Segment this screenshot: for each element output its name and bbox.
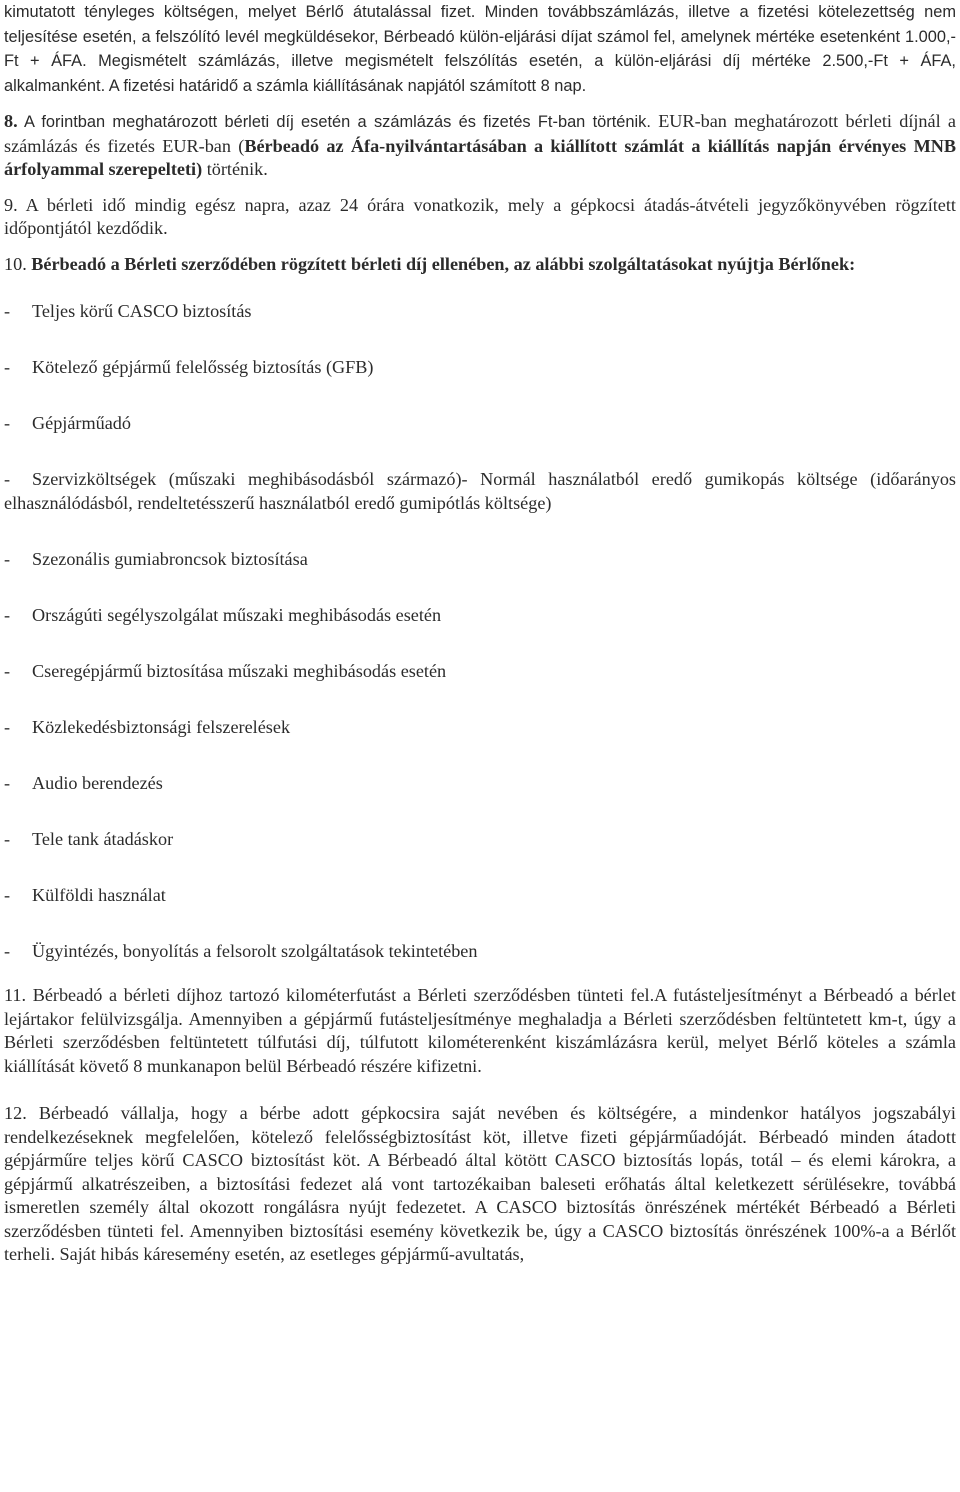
paragraph-9: 9. A bérleti idő mindig egész napra, azaz 24 órára vonatkozik, mely a gépkocsi átadás-átvételi jegyzőkönyvében rögzített időpontjától kezdődik. — [4, 194, 956, 238]
list-item — [4, 548, 956, 604]
list-item-text: Külföldi használat — [32, 885, 166, 905]
paragraph-7-continuation — [4, 0, 956, 98]
dash-bullet: - — [4, 773, 11, 793]
dash-bullet: - — [4, 661, 11, 681]
list-item — [4, 300, 956, 356]
paragraph-10-bold: Bérbeadó a Bérleti szerződében rögzített bérleti díj ellenében, az alábbi szolgáltatásokat nyújtja Bérlőnek: — [26, 253, 856, 274]
list-item-text: Tele tank átadáskor — [32, 829, 174, 849]
paragraph-7-text-b: Megismételt számlázás, illetve megismételt felszólítás esetén, a külön-eljárási díj mértéke 2.500,-Ft + ÁFA, alkalmanként. A fizetési határidő a számla kiállításának napjától számított 8 nap. — [4, 52, 956, 95]
services-list — [4, 300, 956, 984]
list-item — [4, 940, 956, 984]
dash-bullet: - — [4, 413, 11, 433]
list-item — [4, 828, 956, 884]
paragraph-8 — [4, 110, 956, 182]
list-item-text: Közlekedésbiztonsági felszerelések — [32, 717, 291, 737]
paragraph-8-text-c: történik. — [202, 159, 268, 179]
list-item-text: Audio berendezés — [32, 773, 163, 793]
list-item-text: Kötelező gépjármű felelősség biztosítás (GFB) — [32, 357, 374, 377]
list-item-text: Szervizköltségek (műszaki meghibásodásból származó)- Normál használatból eredő gumikopás költsége (időarányos elhasználódásból, rendeltetésszerű használatból eredő gumipótlás költsége) — [4, 469, 956, 513]
list-item — [4, 604, 956, 660]
dash-bullet: - — [4, 301, 11, 321]
dash-bullet: - — [4, 885, 11, 905]
list-item — [4, 772, 956, 828]
dash-bullet: - — [4, 941, 11, 961]
paragraph-10 — [4, 253, 956, 277]
dash-bullet: - — [4, 549, 11, 569]
list-item-text: Ügyintézés, bonyolítás a felsorolt szolgáltatások tekintetében — [32, 941, 478, 961]
paragraph-11: 11. Bérbeadó a bérleti díjhoz tartozó kilométerfutást a Bérleti szerződésben tünteti fel.A futásteljesítményt a Bérbeadó a bérlet lejártakor felülvizsgálja. Amennyiben a gépjármű futásteljesítménye meghaladja a Bérleti szerződésben feltüntetett km-t, úgy a Bérleti szerződésben feltüntetett túlfutási díj, túlfutott kilométerenként kiszámlázásra kerül, melyet Bérlő köteles a számla kiállítását követő 8 munkanapon belül Bérbeadó részére kifizetni. — [4, 985, 956, 1076]
document-page — [4, 0, 956, 1267]
dash-bullet: - — [4, 717, 11, 737]
dash-bullet: - — [4, 469, 11, 489]
list-item-text: Szezonális gumiabroncsok biztosítása — [32, 549, 308, 569]
paragraph-8-number: 8. — [4, 111, 18, 131]
dash-bullet: - — [4, 829, 11, 849]
paragraph-10-number: 10. — [4, 253, 27, 274]
paragraph-12: 12. Bérbeadó vállalja, hogy a bérbe adott gépkocsira saját nevében és költségére, a mindenkor hatályos jogszabályi rendelkezéseknek megfelelően, kötelező felelősségbiztosítást köt, illetve fizeti gépjárműadóját. Bérbeadó minden átadott gépjárműre teljes körű CASCO biztosítást köt. A Bérbeadó által kötött CASCO biztosítás lopás, totál – és elemi károkra, a gépjármű alkatrészeiben, a biztosítási fedezet alá vont tartozékaiban baleseti erőhatás által keletkezett sérülésekre, továbbá ismeretlen személy által okozott rongálásra nyújt fedezetet. A CASCO biztosítás önrészének mértékét Bérbeadó a Bérleti szerződésben tünteti fel. Amennyiben biztosítási esemény következik be, úgy a CASCO biztosítás önrészének 100%-a a Bérlőt terheli. Saját hibás káresemény esetén, az esetleges gépjármű-avultatás, — [4, 1103, 956, 1264]
list-item — [4, 660, 956, 716]
list-item-text: Teljes körű CASCO biztosítás — [32, 301, 252, 321]
list-item-text: Országúti segélyszolgálat műszaki meghibásodás esetén — [32, 605, 442, 625]
list-item — [4, 884, 956, 940]
list-item — [4, 716, 956, 772]
dash-bullet: - — [4, 605, 11, 625]
list-item — [4, 412, 956, 468]
dash-bullet: - — [4, 357, 11, 377]
paragraph-7-text-a: kimutatott tényleges költségen, melyet Bérlő átutalással fizet. Minden továbbszámlázás, illetve a fizetési kötelezettség nem teljesítése esetén, a felszólító levél megküldésekor, Bérbeadó külön-eljárási díjat számol fel, amelynek mértéke esetenként 1.000,-Ft + ÁFA. — [4, 3, 956, 70]
list-item-text: Gépjárműadó — [32, 413, 131, 433]
paragraph-8-bold: Bérbeadó az Áfa-nyilvántartásában a kiállított számlát a kiállítás napján érvényes MNB árfolyammal szerepelteti) — [4, 135, 957, 179]
list-item — [4, 468, 956, 548]
paragraph-8-text-a: A forintban meghatározott bérleti díj esetén a számlázás és fizetés Ft-ban történik. — [17, 113, 651, 131]
list-item — [4, 356, 956, 412]
list-item-text: Cseregépjármű biztosítása műszaki meghibásodás esetén — [32, 661, 447, 681]
paragraph-8-text-b: EUR-ban meghatározott bérleti díjnál a számlázás és fizetés EUR-ban ( — [4, 111, 956, 156]
